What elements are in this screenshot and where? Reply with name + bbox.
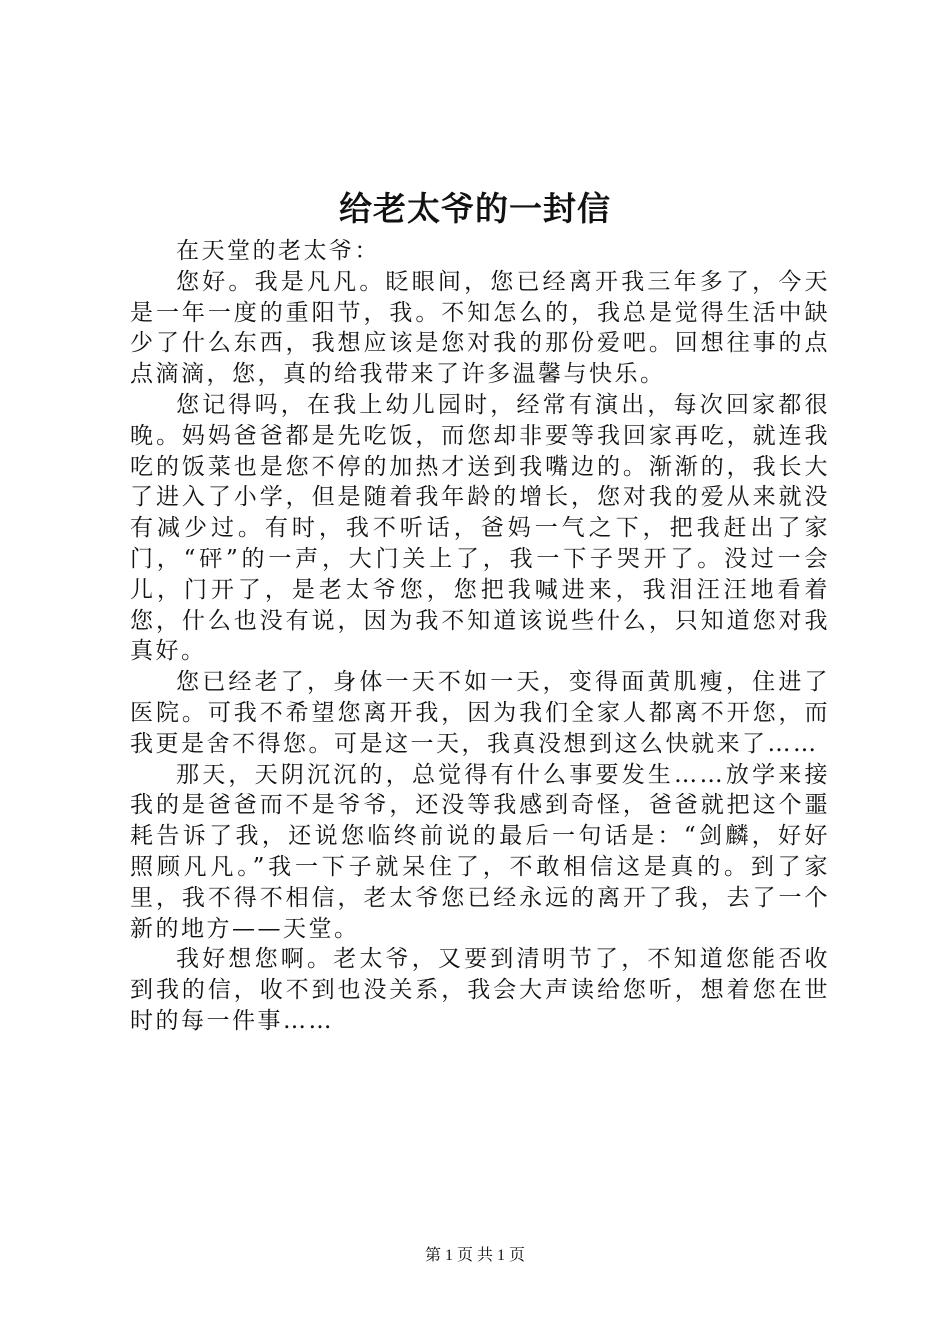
page-number-footer: 第 1 页 共 1 页: [424, 1247, 525, 1264]
paragraph: 您已经老了，身体一天不如一天，变得面黄肌瘦，住进了医院。可我不希望您离开我，因为我们全家人都离不开您，而我更是舍不得您。可是这一天，我真没想到这么快就来了……: [130, 669, 830, 757]
paragraph: 您记得吗，在我上幼儿园时，经常有演出，每次回家都很晚。妈妈爸爸都是先吃饭，而您却非要等我回家再吃，就连我吃的饭菜也是您不停的加热才送到我嘴边的。渐渐的，我长大了进入了小学，但是随着我年龄的增长，您对我的爱从来就没有减少过。有时，我不听话，爸妈一气之下，把我赶出了家门，“砰”的一声，大门关上了，我一下子哭开了。没过一会儿，门开了，是老太爷您，您把我喊进来，我泪汪汪地看着您，什么也没有说，因为我不知道该说些什么，只知道您对我真好。: [130, 391, 830, 665]
letter-body: [130, 236, 830, 1037]
paragraph: 那天，天阴沉沉的，总觉得有什么事要发生……放学来接我的是爸爸而不是爷爷，还没等我感到奇怪，爸爸就把这个噩耗告诉了我，还说您临终前说的最后一句话是：“剑麟，好好照顾凡凡。”我一下子就呆住了，不敢相信这是真的。到了家里，我不得不相信，老太爷您已经永远的离开了我，去了一个新的地方——天堂。: [130, 761, 830, 942]
paragraph: 您好。我是凡凡。眨眼间，您已经离开我三年多了，今天是一年一度的重阳节，我。不知怎么的，我总是觉得生活中缺少了什么东西，我想应该是您对我的那份爱吧。回想往事的点点滴滴，您，真的给我带来了许多温馨与快乐。: [130, 268, 830, 388]
paragraph: 我好想您啊。老太爷，又要到清明节了，不知道您能否收到我的信，收不到也没关系，我会大声读给您听，想着您在世时的每一件事……: [130, 946, 830, 1034]
salutation: 在天堂的老太爷：: [176, 238, 380, 264]
document-title: 给老太爷的一封信: [339, 189, 611, 228]
